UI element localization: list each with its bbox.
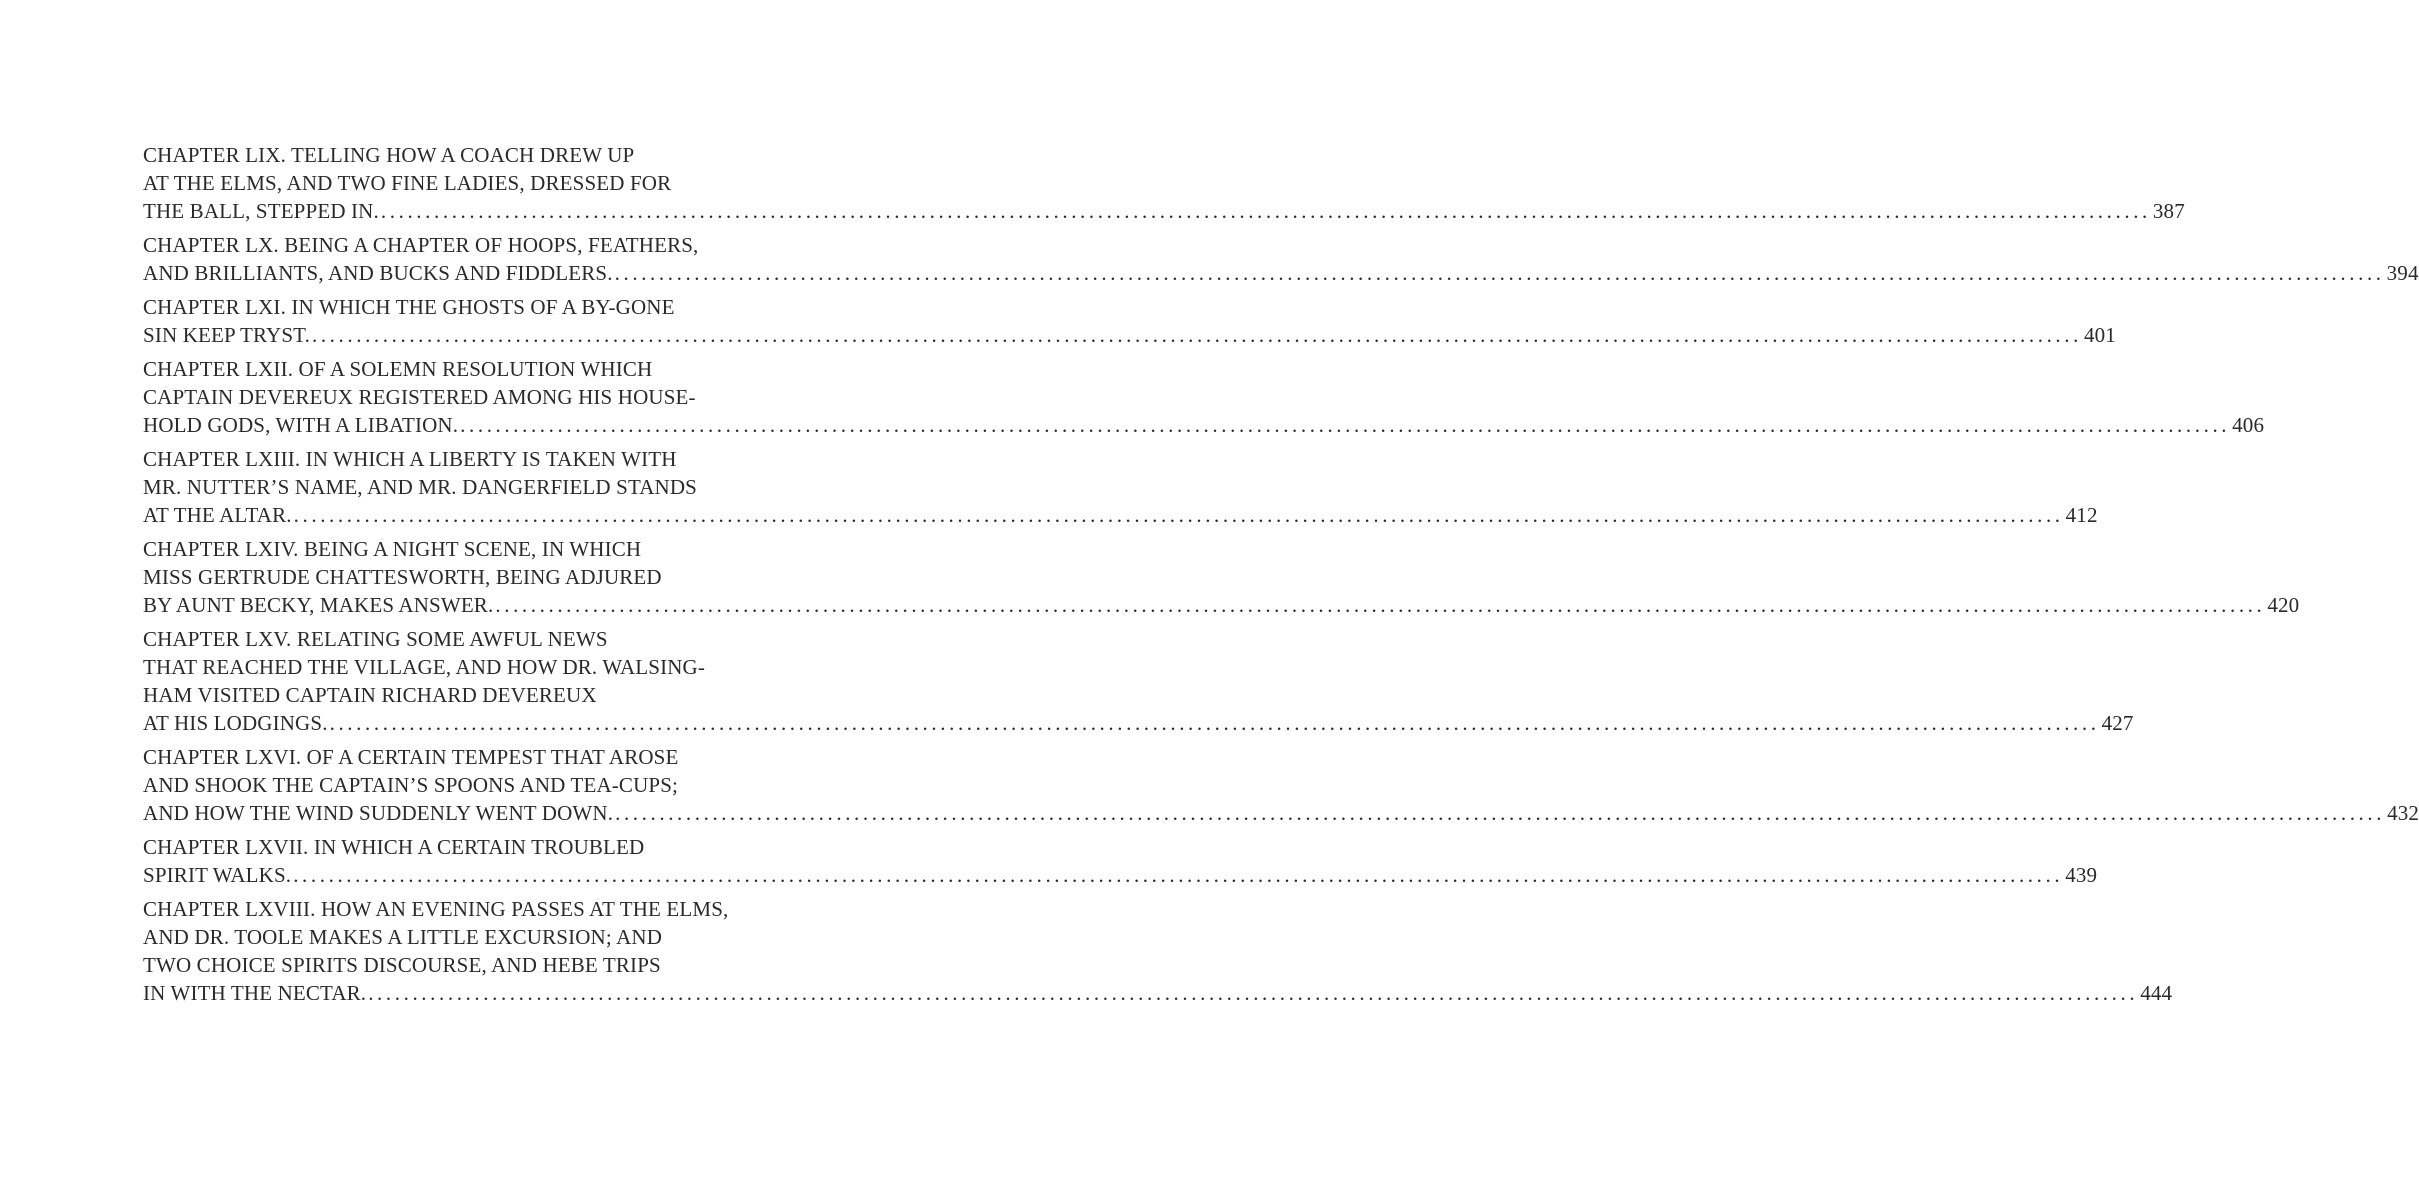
- chapter-title-line: AND HOW THE WIND SUDDENLY WENT DOWN.: [143, 801, 614, 825]
- dot-leader: ........................................................................................................................................................................................................: [380, 199, 2151, 223]
- chapter-title-line: CHAPTER LXI. IN WHICH THE GHOSTS OF A BY-GONE: [143, 295, 675, 319]
- page-number: 401: [2083, 323, 2116, 347]
- page-number: 406: [2232, 413, 2265, 437]
- chapter-title-line: HAM VISITED CAPTAIN RICHARD DEVEREUX: [143, 683, 597, 707]
- chapter-title-line: MR. NUTTER’S NAME, AND MR. DANGERFIELD STANDS: [143, 475, 698, 499]
- chapter-title-final-line: [143, 799, 2419, 827]
- page-number: 439: [2065, 863, 2098, 887]
- chapter-title-final-line: [143, 591, 2300, 619]
- chapter-title-final-line: [143, 321, 2116, 349]
- toc-entry: [143, 355, 2265, 439]
- toc-entry: [143, 231, 2419, 287]
- page-number: 412: [2065, 503, 2098, 527]
- chapter-title-line: AND DR. TOOLE MAKES A LITTLE EXCURSION; AND: [143, 925, 663, 949]
- page-number: 394: [2386, 261, 2419, 285]
- toc-entry: [143, 895, 2173, 1007]
- chapter-title-line: CAPTAIN DEVEREUX REGISTERED AMONG HIS HOUSE-: [143, 385, 696, 409]
- chapter-title-line: AND SHOOK THE CAPTAIN’S SPOONS AND TEA-CUPS;: [143, 773, 679, 797]
- dot-leader: ........................................................................................................................................................................................................: [293, 863, 2064, 887]
- chapter-title-line: HOLD GODS, WITH A LIBATION.: [143, 413, 459, 437]
- chapter-title-line: CHAPTER LXVI. OF A CERTAIN TEMPEST THAT AROSE: [143, 745, 679, 769]
- page-number: 420: [2267, 593, 2300, 617]
- toc-entry: [143, 445, 2098, 529]
- chapter-title-line: CHAPTER LXII. OF A SOLEMN RESOLUTION WHICH: [143, 357, 653, 381]
- chapter-title-line: CHAPTER LX. BEING A CHAPTER OF HOOPS, FEATHERS,: [143, 233, 699, 257]
- table-of-contents: [143, 141, 2419, 1013]
- toc-entry: [143, 743, 2419, 827]
- toc-entry: [143, 833, 2098, 889]
- dot-leader: ........................................................................................................................................................................................................: [311, 323, 2082, 347]
- page-number: 432: [2387, 801, 2419, 825]
- dot-leader: ........................................................................................................................................................................................................: [368, 981, 2139, 1005]
- page-number: 387: [2152, 199, 2185, 223]
- chapter-title-line: CHAPTER LXVIII. HOW AN EVENING PASSES AT THE ELMS,: [143, 897, 729, 921]
- chapter-title-final-line: [143, 411, 2265, 439]
- chapter-title-final-line: [143, 709, 2134, 737]
- dot-leader: ........................................................................................................................................................................................................: [293, 503, 2064, 527]
- chapter-title-line: CHAPTER LXIII. IN WHICH A LIBERTY IS TAKEN WITH: [143, 447, 677, 471]
- chapter-title-line: THAT REACHED THE VILLAGE, AND HOW DR. WALSING-: [143, 655, 706, 679]
- chapter-title-line: SIN KEEP TRYST.: [143, 323, 310, 347]
- chapter-title-line: CHAPTER LXVII. IN WHICH A CERTAIN TROUBLED: [143, 835, 645, 859]
- chapter-title-line: AT THE ELMS, AND TWO FINE LADIES, DRESSED FOR: [143, 171, 672, 195]
- dot-leader: ........................................................................................................................................................................................................: [495, 593, 2266, 617]
- chapter-title-line: TWO CHOICE SPIRITS DISCOURSE, AND HEBE TRIPS: [143, 953, 661, 977]
- chapter-title-line: CHAPTER LXV. RELATING SOME AWFUL NEWS: [143, 627, 608, 651]
- chapter-title-line: AND BRILLIANTS, AND BUCKS AND FIDDLERS.: [143, 261, 613, 285]
- chapter-title-line: IN WITH THE NECTAR.: [143, 981, 367, 1005]
- toc-entry: [143, 293, 2116, 349]
- chapter-title-final-line: [143, 979, 2173, 1007]
- chapter-title-line: AT HIS LODGINGS.: [143, 711, 328, 735]
- chapter-title-final-line: [143, 501, 2098, 529]
- toc-entry: [143, 535, 2300, 619]
- chapter-title-line: THE BALL, STEPPED IN.: [143, 199, 379, 223]
- chapter-title-line: BY AUNT BECKY, MAKES ANSWER.: [143, 593, 494, 617]
- chapter-title-final-line: [143, 259, 2419, 287]
- toc-entry: [143, 141, 2185, 225]
- dot-leader: ........................................................................................................................................................................................................: [460, 413, 2231, 437]
- chapter-title-line: CHAPTER LXIV. BEING A NIGHT SCENE, IN WHICH: [143, 537, 642, 561]
- page-number: 427: [2101, 711, 2134, 735]
- page-number: 444: [2140, 981, 2173, 1005]
- chapter-title-final-line: [143, 197, 2185, 225]
- chapter-title-final-line: [143, 861, 2098, 889]
- dot-leader: ........................................................................................................................................................................................................: [614, 261, 2385, 285]
- chapter-title-line: CHAPTER LIX. TELLING HOW A COACH DREW UP: [143, 143, 635, 167]
- toc-entry: [143, 625, 2134, 737]
- chapter-title-line: MISS GERTRUDE CHATTESWORTH, BEING ADJURED: [143, 565, 662, 589]
- dot-leader: ........................................................................................................................................................................................................: [329, 711, 2100, 735]
- chapter-title-line: SPIRIT WALKS.: [143, 863, 292, 887]
- chapter-title-line: AT THE ALTAR.: [143, 503, 292, 527]
- dot-leader: ........................................................................................................................................................................................................: [615, 801, 2386, 825]
